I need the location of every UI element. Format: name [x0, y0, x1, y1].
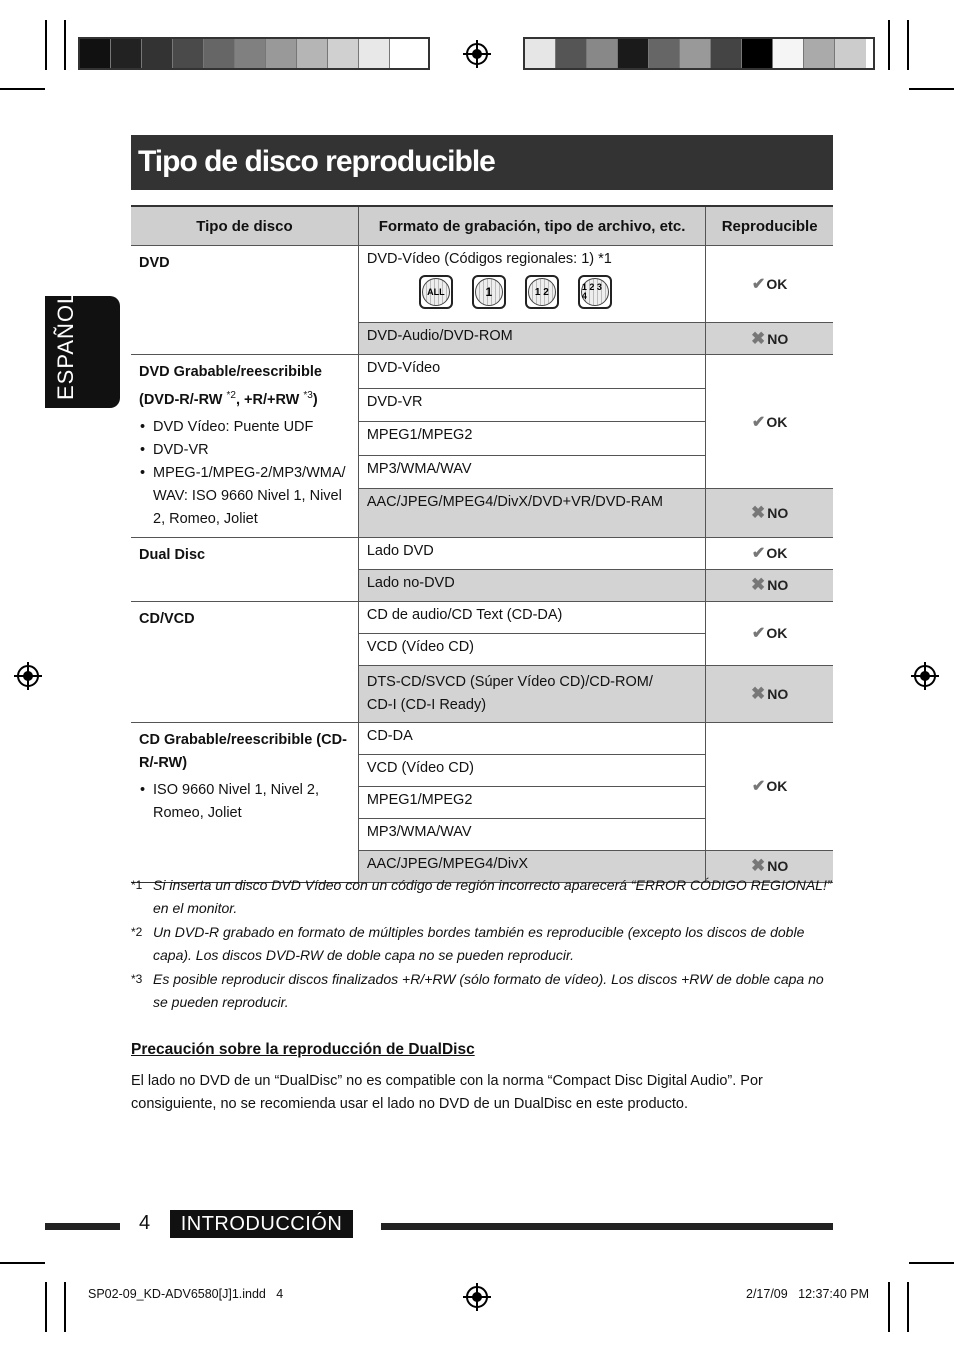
registration-mark-icon — [914, 665, 936, 687]
playable-cell — [706, 323, 833, 355]
footnote — [131, 968, 833, 1014]
format-text: CD-I (CD-I Ready) — [366, 696, 487, 713]
footnote-mark: *3 — [131, 972, 143, 986]
format-cell: VCD (Vídeo CD) — [358, 754, 705, 786]
registration-mark-icon — [17, 665, 39, 687]
format-cell — [358, 665, 705, 722]
crop-mark — [909, 88, 954, 90]
playable-cell — [706, 601, 833, 665]
playable-cell — [706, 537, 833, 569]
registration-mark-icon — [466, 43, 488, 65]
region-code-icons — [419, 275, 697, 309]
format-cell: Lado no-DVD — [358, 569, 705, 601]
footnote-mark: *2 — [131, 925, 143, 939]
format-cell: MPEG1/MPEG2 — [358, 786, 705, 818]
header-playable: Reproducible — [706, 206, 833, 246]
playable-cell — [706, 665, 833, 722]
ok-mark: ✔ OK — [751, 545, 788, 563]
footer-rule — [381, 1223, 833, 1230]
check-icon: ✔ — [751, 625, 766, 643]
format-cell: MP3/WMA/WAV — [358, 818, 705, 850]
format-cell: VCD (Vídeo CD) — [358, 633, 705, 665]
disc-type-name: DVD — [139, 255, 170, 271]
cross-icon: ✖ — [751, 503, 766, 523]
disc-type-cell — [131, 537, 358, 601]
format-cell: Lado DVD — [358, 537, 705, 569]
header-format: Formato de grabación, tipo de archivo, etc. — [358, 206, 705, 246]
footnote — [131, 921, 833, 967]
table-row — [131, 246, 833, 323]
crop-mark — [907, 20, 909, 70]
no-mark: ✖ NO — [751, 856, 789, 876]
crop-mark — [909, 1262, 954, 1264]
footnote-mark: *1 — [131, 878, 143, 892]
crop-mark — [64, 1282, 66, 1332]
format-cell: AAC/JPEG/MPEG4/DivX — [358, 850, 705, 882]
crop-mark — [888, 1282, 890, 1332]
table-row — [131, 355, 833, 389]
language-tab — [45, 290, 120, 408]
crop-mark — [907, 1282, 909, 1332]
page-title: Tipo de disco reproducible — [138, 145, 495, 178]
caution-body: El lado no DVD de un “DualDisc” no es compatible con la norma “Compact Disc Digital Audio”. Por consiguiente, no se recomienda usar el lado no DVD de un DualDisc en este producto. — [131, 1073, 763, 1112]
print-slug-date: 2/17/09 12:37:40 PM — [746, 1287, 870, 1301]
footnote — [131, 874, 833, 920]
format-cell: DVD-Audio/DVD-ROM — [358, 323, 705, 355]
page-number: 4 — [139, 1212, 151, 1234]
check-icon: ✔ — [751, 276, 766, 293]
cross-icon: ✖ — [751, 683, 766, 703]
format-cell — [358, 246, 705, 323]
caution-heading: Precaución sobre la reproducción de DualDisc — [131, 1041, 475, 1058]
ok-mark: ✔ OK — [751, 276, 788, 293]
section-tab: INTRODUCCIÓN — [170, 1210, 353, 1238]
list-item: • ISO 9660 Nivel 1, Nivel 2, Romeo, Joliet — [153, 779, 350, 825]
disc-type-cell — [131, 246, 358, 355]
region-1-icon: 1 — [472, 275, 506, 309]
disc-type-notes — [139, 779, 350, 825]
no-mark: ✖ NO — [751, 575, 789, 595]
disc-type-name: Dual Disc — [139, 546, 206, 563]
disc-type-name: DVD Grabable/reescribible — [139, 364, 322, 380]
playable-cell — [706, 489, 833, 537]
calibration-bar-left — [78, 37, 430, 70]
footer-rule — [45, 1223, 120, 1230]
disc-type-name: CD/VCD — [139, 610, 195, 627]
disc-type-notes — [139, 416, 350, 531]
table-row — [131, 537, 833, 569]
crop-mark — [888, 20, 890, 70]
no-mark: ✖ NO — [751, 683, 789, 703]
crop-mark — [0, 1262, 45, 1264]
crop-mark — [0, 88, 45, 90]
format-cell: MPEG1/MPEG2 — [358, 422, 705, 456]
table-header-row — [131, 206, 833, 246]
cross-icon: ✖ — [751, 856, 766, 876]
footnote-text: Un DVD-R grabado en formato de múltiples bordes también es reproducible (excepto los discos de doble capa). Los discos DVD-RW de doble capa no se pueden reproducir. — [153, 924, 805, 963]
check-icon: ✔ — [751, 413, 766, 431]
crop-mark — [64, 20, 66, 70]
format-cell: CD-DA — [358, 722, 705, 754]
table-row — [131, 601, 833, 633]
check-icon: ✔ — [751, 545, 766, 563]
disc-type-cell — [131, 601, 358, 722]
playable-cell — [706, 722, 833, 850]
calibration-bar-right — [523, 37, 875, 70]
list-item: • DVD-VR — [153, 439, 350, 462]
disc-type-cell — [131, 722, 358, 882]
cross-icon: ✖ — [751, 575, 766, 595]
header-disc-type: Tipo de disco — [131, 206, 358, 246]
footnote-text: Si inserta un disco DVD Vídeo con un código de región incorrecto aparecerá “ERROR CÓDIGO REGIONAL!” en el monitor. — [153, 877, 832, 916]
playable-cell — [706, 355, 833, 489]
no-mark: ✖ NO — [751, 503, 789, 523]
print-slug-file: SP02-09_KD-ADV6580[J]1.indd 4 — [88, 1287, 284, 1301]
ok-mark: ✔ OK — [751, 625, 788, 643]
region-all-icon: ALL — [419, 275, 453, 309]
format-cell: AAC/JPEG/MPEG4/DivX/DVD+VR/DVD-RAM — [358, 489, 705, 537]
registration-mark-icon — [466, 1286, 488, 1308]
disc-type-cell — [131, 355, 358, 538]
crop-mark — [45, 20, 47, 70]
table-row — [131, 722, 833, 754]
ok-mark: ✔ OK — [751, 778, 788, 796]
disc-type-name: CD Grabable/reescribible (CD-R/-RW) — [139, 731, 347, 771]
ok-mark: ✔ OK — [751, 413, 788, 431]
disc-type-name-line2: (DVD-R/-RW $^{*2}$, +R/+RW $^{*3}$) — [139, 390, 318, 408]
format-cell: DVD-VR — [358, 388, 705, 422]
footnote-text: Es posible reproducir discos finalizados +R/+RW (sólo formato de vídeo). Los discos +RW de doble capa no se pueden reproducir. — [153, 971, 824, 1010]
format-cell: CD de audio/CD Text (CD-DA) — [358, 601, 705, 633]
crop-mark — [45, 1282, 47, 1332]
format-text: DTS-CD/SVCD (Súper Vídeo CD)/CD-ROM/ — [366, 673, 653, 690]
format-text: DVD-Vídeo (Códigos regionales: 1) *1 — [366, 251, 612, 267]
format-cell: DVD-Vídeo — [358, 355, 705, 389]
list-item: • DVD Vídeo: Puente UDF — [153, 416, 350, 439]
format-cell: MP3/WMA/WAV — [358, 455, 705, 489]
region-1-2-3-4-icon: 1 2 3 4 — [578, 275, 612, 309]
disc-type-table — [131, 205, 833, 883]
region-1-2-icon: 1 2 — [525, 275, 559, 309]
playable-cell — [706, 246, 833, 323]
check-icon: ✔ — [751, 778, 766, 796]
title-bar — [131, 135, 833, 190]
cross-icon: ✖ — [751, 328, 766, 348]
list-item: • MPEG-1/MPEG-2/MP3/WMA/ WAV: ISO 9660 Nivel 1, Nivel 2, Romeo, Joliet — [153, 462, 350, 531]
playable-cell — [706, 569, 833, 601]
language-tab-label: ESPAÑOL — [53, 290, 78, 400]
no-mark: ✖ NO — [751, 328, 789, 348]
